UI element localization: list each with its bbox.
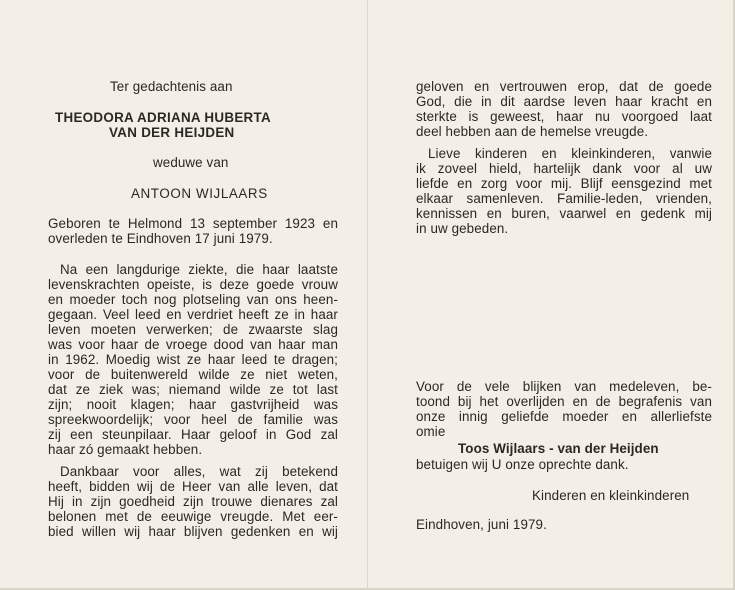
paragraph-line: deel hebben aan de hemelse vreugde. <box>416 124 649 139</box>
fold-line <box>367 0 368 590</box>
widow-of-text: weduwe van <box>153 155 229 170</box>
paragraph-line: ik zoveel hield, hartelijk dank voor al uw <box>416 161 712 176</box>
paragraph-line: Lieve kinderen en kleinkinderen, vanwie <box>428 146 712 161</box>
death-line: overleden te Eindhoven 17 juni 1979. <box>48 231 273 246</box>
family-signature: Kinderen en kleinkinderen <box>532 488 690 503</box>
paragraph-line: was voor haar de vroege dood van haar man <box>48 337 338 352</box>
intro-text: Ter gedachtenis aan <box>110 79 233 94</box>
paragraph-line: elkaar samenleven. Familie-leden, vrienden, <box>416 191 712 206</box>
deceased-name-line1: THEODORA ADRIANA HUBERTA <box>55 110 271 125</box>
thanks-closing: betuigen wij U onze oprechte dank. <box>416 457 629 472</box>
paragraph-line: levenskrachten opeiste, is deze goede vrouw <box>48 277 338 292</box>
paragraph-line: God, die in dit aardse leven haar kracht en <box>416 94 712 109</box>
paragraph-line: en moeder toch nog plotseling van ons heen- <box>48 292 338 307</box>
paragraph-line: voor de buitenwereld wilde ze niet weten, <box>48 367 338 382</box>
paragraph-line: zijn; nooit klagen; haar gastvrijheid was <box>48 397 338 412</box>
paragraph-line: bied willen wij haar blijven gedenken en wij <box>48 524 338 539</box>
paragraph-line: gegaan. Veel leed en verdriet heeft ze in haar <box>48 307 338 322</box>
paragraph-line: spreekwoordelijk; voor heel de familie was <box>48 412 338 427</box>
paragraph-line: haar zó gemaakt hebben. <box>48 442 203 457</box>
paragraph-line: heeft, bidden wij de Heer van alle leven, dat <box>48 479 338 494</box>
thanks-line: toond bij het overlijden en de begrafenis van <box>416 394 712 409</box>
thanks-line: onze innig geliefde moeder en allerliefste <box>416 409 712 424</box>
place-date: Eindhoven, juni 1979. <box>416 517 547 532</box>
paragraph-line: geloven en vertrouwen erop, dat de goede <box>416 79 712 94</box>
paragraph-line: Dankbaar voor alles, wat zij betekend <box>60 464 338 479</box>
paragraph-line: liefde en zorg voor mij. Blijf eensgezind met <box>416 176 712 191</box>
paragraph-line: dat ze ziek was; niemand wilde ze tot last <box>48 382 338 397</box>
paragraph-line: leven moeten verwerken; de zwaarste slag <box>48 322 338 337</box>
paragraph-line: kennissen en buren, vaarwel en gedenk mij <box>416 206 712 221</box>
signer-name: Toos Wijlaars - van der Heijden <box>458 441 659 456</box>
thanks-line: Voor de vele blijken van medeleven, be- <box>416 379 712 394</box>
paragraph-line: in 1962. Moedig wist ze haar leed te dragen; <box>48 352 338 367</box>
paragraph-line: Hij in zijn goedheid zijn trouwe dienares zal <box>48 494 338 509</box>
paragraph-line: belonen met de eeuwige vreugde. Met eer- <box>48 509 338 524</box>
paragraph-line: sterkte is geweest, haar nu voorgoed laat <box>416 109 712 124</box>
spouse-name: ANTOON WIJLAARS <box>131 186 268 201</box>
birth-line: Geboren te Helmond 13 september 1923 en <box>48 216 338 231</box>
paragraph-line: in uw gebeden. <box>416 221 509 236</box>
paragraph-line: Na een langdurige ziekte, die haar laatste <box>60 262 338 277</box>
thanks-line: omie <box>416 424 446 439</box>
paragraph-line: zij een steunpilaar. Haar geloof in God zal <box>48 427 338 442</box>
deceased-name-line2: VAN DER HEIJDEN <box>109 125 235 140</box>
